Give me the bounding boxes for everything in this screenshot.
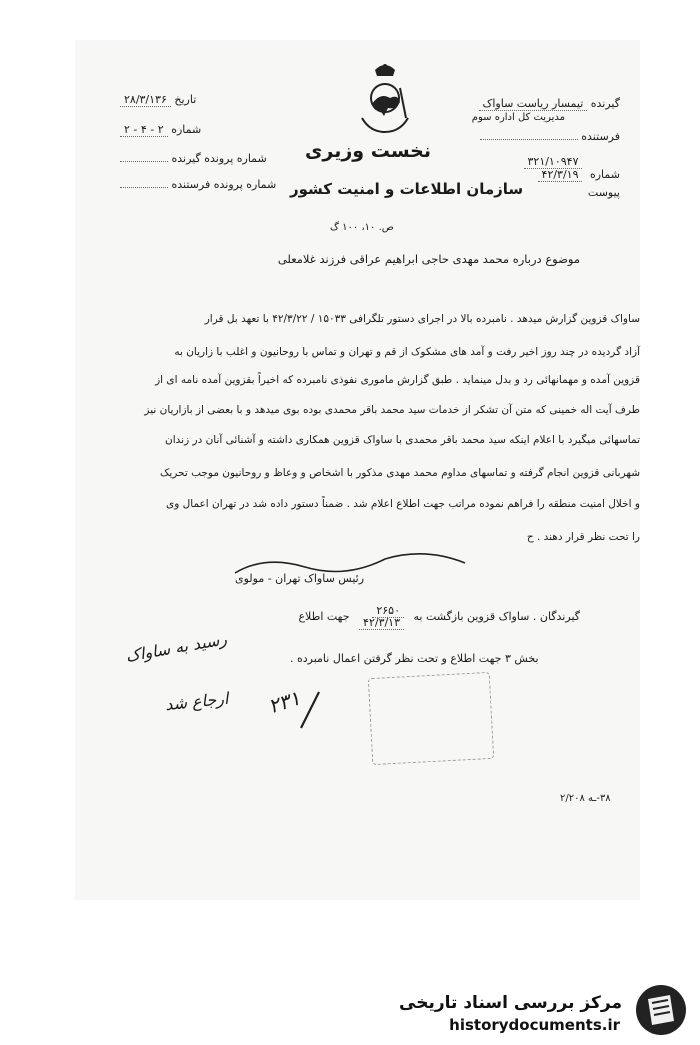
recipients-ref-1: ۲۶۵۰: [372, 604, 404, 618]
footer-website: historydocuments.ir: [449, 1016, 620, 1034]
recipient-file-field: [120, 152, 267, 165]
document-logo-icon: [636, 985, 686, 1035]
sender-file-label: شماره پرونده فرستنده: [171, 178, 277, 191]
ref-field: [524, 155, 621, 181]
lion-and-sun-emblem: [350, 58, 420, 138]
footer-org-name: مرکز بررسی اسناد تاریخی: [399, 993, 622, 1013]
receiver-sub: مدیریت کل اداره سوم: [471, 112, 565, 123]
date-field: [120, 93, 196, 106]
recipients-line: [100, 605, 580, 629]
body-line-1: ساواک قزوین گزارش میدهد . نامبرده بالا در اجرای دستور تلگرافی ۱۵۰۳۳ / ۴۲/۳/۲۲ با تعهد بل قرار: [204, 313, 640, 325]
attachment-label: پیوست: [587, 186, 620, 199]
body-line-8: را تحت نظر قرار دهند . ح: [526, 531, 640, 543]
sender-field: [480, 130, 620, 143]
ref-value-1: ۳۲۱/۱۰۹۴۷: [524, 155, 583, 169]
recipient-file-label: شماره پرونده گیرنده: [171, 152, 267, 165]
ref-label: شماره: [589, 168, 620, 181]
number-label: شماره: [171, 123, 202, 136]
body-line-2: آزاد گردیده در چند روز اخیر رفت و آمد های مشکوک از قم و تهران و تماس با روحانیون و اغلب با زاریان به: [174, 346, 640, 358]
org-code: ص. ۱۰، ۱۰۰ گ: [330, 222, 394, 233]
faded-stamp: [368, 672, 494, 765]
handwritten-number: ۲۳۱: [265, 685, 304, 719]
receiver-label: گیرنده: [590, 97, 620, 110]
recipients-suffix: جهت اطلاع: [298, 610, 350, 623]
document-code: ۳۸-ـه ۲/۲۰۸: [560, 793, 611, 804]
signature-line: رئیس ساواک تهران - مولوی: [235, 572, 365, 585]
ref-value-2: ۴۲/۳/۱۹: [538, 168, 583, 182]
org-title-primary: نخست وزیری: [305, 140, 432, 162]
handwritten-note-2: ارجاع شد: [164, 688, 230, 715]
body-line-6: شهربانی قزوین انجام گرفته و تماسهای مداوم محمد مهدی مذکور با اشخاص و وعاظ و روحانیون موجب تحریک: [159, 467, 640, 479]
date-value: ۲۸/۳/۱۳۶: [120, 93, 171, 107]
footer-logo: [636, 985, 686, 1035]
body-line-3: قزوین آمده و مهمانهائی رد و بدل مینماید . طبق گزارش ماموری نفوذی نامبرده که اخیراً بقزوین آمده نامه ای از: [155, 374, 640, 386]
number-field: [120, 123, 201, 136]
body-line-4: طرف آیت اله خمینی که متن آن تشکر از خدمات سید محمد باقر محمدی بوده بوی میدهد و با بعضی از بازاریان نیز: [144, 404, 640, 416]
sender-label: فرستنده: [581, 130, 620, 143]
date-label: تاریخ: [174, 93, 197, 106]
receiver-value: تیمسار ریاست ساواک: [479, 97, 588, 111]
recipients-ref-2: ۴۲/۳/۱۳: [359, 616, 404, 630]
receiver-field: [479, 97, 620, 110]
handwritten-slash: [295, 690, 325, 730]
body-line-5: تماسهائی میگیرد با اعلام اینکه سید محمد باقر محمدی با ساواک قزوین همکاری داشته و آشنائی آنان در زندان: [165, 434, 640, 446]
recipients-label: گیرندگان . ساواک قزوین بازگشت به: [413, 610, 580, 623]
body-line-7: و اخلال امنیت منطقه را فراهم نموده مراتب جهت اطلاع اعلام شد . ضمناً دستور داده شد در تهران اعمال وی: [166, 498, 640, 510]
org-title-secondary: سازمان اطلاعات و امنیت کشور: [290, 180, 524, 198]
handwritten-note-1: رسید به ساواک: [124, 629, 229, 666]
subject-line: موضوع درباره محمد مهدی حاجی ابراهیم عراقی فرزند غلامعلی: [277, 252, 580, 266]
number-value: ۲ - ۴ - ۲: [120, 123, 168, 137]
department-note: بخش ۳ جهت اطلاع و تحت نظر گرفتن اعمال نامبرده .: [290, 652, 539, 665]
sender-file-field: [120, 178, 276, 191]
